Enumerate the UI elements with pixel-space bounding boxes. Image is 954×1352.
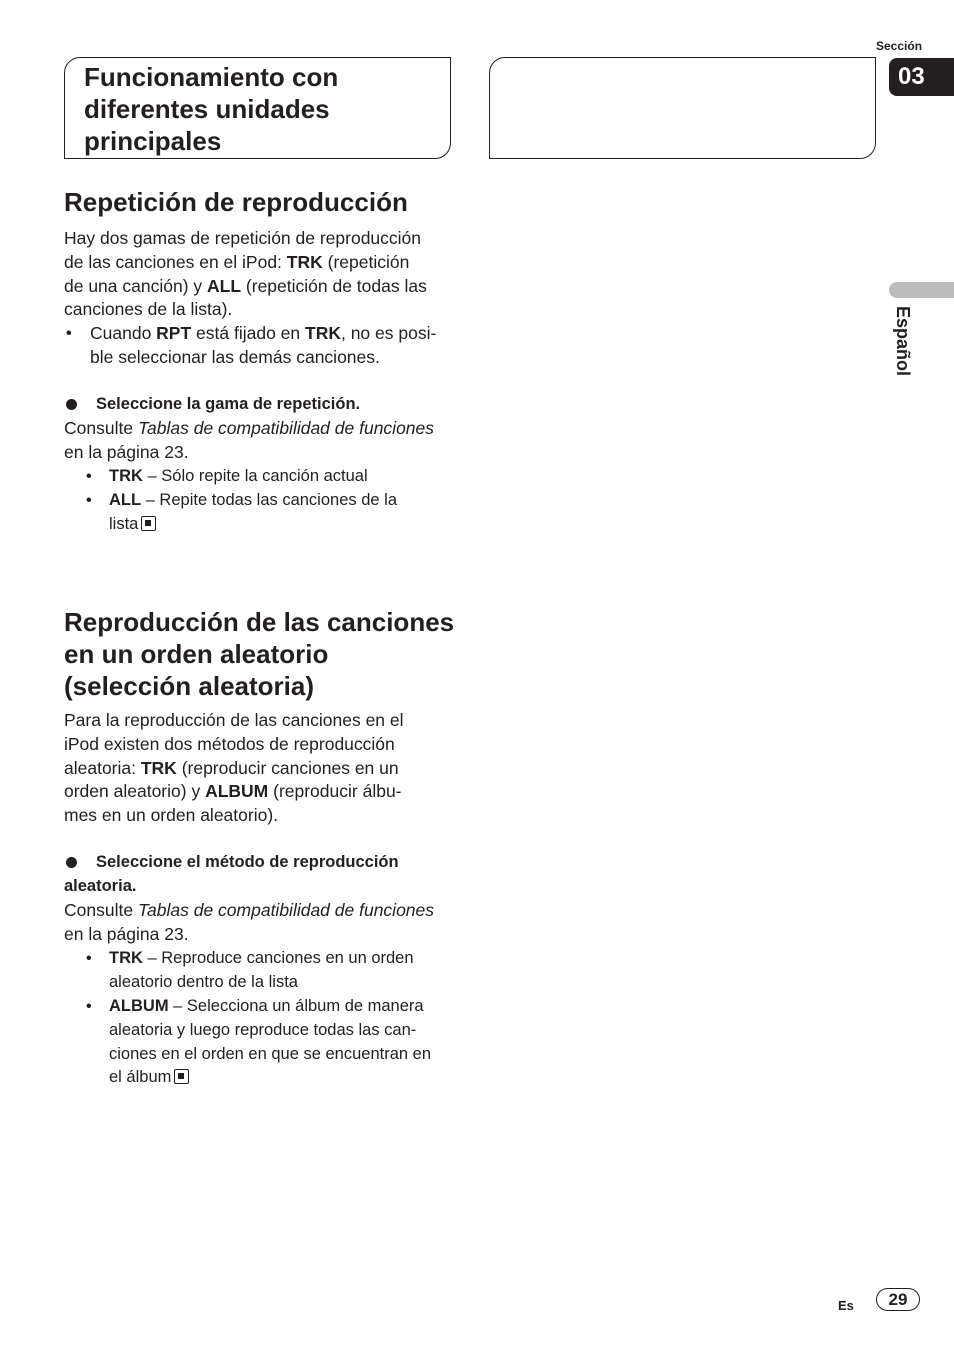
empty-header-box	[489, 57, 876, 159]
text-line: iPod existen dos métodos de reproducción	[64, 733, 395, 754]
text-line: Hay dos gamas de repetición de reproducción	[64, 228, 422, 248]
text-line: lista	[109, 513, 397, 537]
text-line: Consulte Tablas de compatibilidad de funciones	[64, 418, 435, 438]
bullet-icon: •	[86, 950, 92, 967]
text-line: Cuando RPT está fijado en TRK, no es posi-	[90, 323, 437, 343]
random-consult	[64, 899, 454, 947]
text-line: aleatoria: TRK (reproducir canciones en un	[64, 757, 399, 778]
language-code: Es	[838, 1298, 854, 1313]
bullet-icon: •	[86, 998, 92, 1015]
bullet-icon: •	[86, 468, 92, 485]
heading-line: Reproducción de las canciones	[64, 607, 455, 637]
chapter-title-line: principales	[84, 126, 222, 156]
text-line: Para la reproducción de las canciones en el	[64, 710, 404, 730]
text-line: ALBUM – Selecciona un álbum de manera	[109, 997, 424, 1015]
text-line: de las canciones en el iPod: TRK (repetición	[64, 251, 410, 272]
chapter-title-line: Funcionamiento con	[84, 62, 339, 92]
end-mark-icon	[141, 516, 156, 531]
text-line: el álbum	[109, 1066, 431, 1090]
chapter-title	[84, 61, 440, 157]
random-option-album	[109, 995, 431, 1090]
text-line: ble seleccionar las demás canciones.	[90, 346, 380, 367]
heading-line: (selección aleatoria)	[64, 671, 314, 701]
page-number: 29	[876, 1288, 920, 1311]
section-number-tab: 03	[889, 58, 954, 96]
random-intro	[64, 709, 454, 828]
random-option-trk	[109, 947, 414, 995]
text-line: en la página 23.	[64, 441, 189, 462]
end-mark-icon	[174, 1069, 189, 1084]
bullet-icon: •	[66, 325, 72, 342]
text-line: aleatorio dentro de la lista	[109, 972, 298, 991]
heading-line: en un orden aleatorio	[64, 639, 329, 669]
random-heading	[64, 606, 464, 702]
step-bullet-icon	[66, 399, 77, 410]
section-label: Sección	[876, 39, 923, 53]
text-line: Consulte Tablas de compatibilidad de funciones	[64, 900, 435, 920]
text-line: de una canción) y ALL (repetición de todas las	[64, 275, 427, 296]
repeat-consult	[64, 417, 454, 465]
text-line: canciones de la lista).	[64, 299, 233, 320]
text-line: Seleccione el método de reproducción	[96, 853, 399, 871]
bullet-icon: •	[86, 492, 92, 509]
repeat-note	[90, 322, 450, 370]
repeat-step: Seleccione la gama de repetición.	[96, 395, 361, 413]
text-line: TRK – Reproduce canciones en un orden	[109, 949, 414, 967]
chapter-title-line: diferentes unidades	[84, 94, 330, 124]
language-label: Español	[893, 306, 913, 377]
repeat-heading: Repetición de reproducción	[64, 187, 408, 217]
text-line: ciones en el orden en que se encuentran en	[109, 1044, 431, 1063]
random-step	[64, 851, 454, 899]
text-line: orden aleatorio) y ALBUM (reproducir álbu-	[64, 781, 402, 802]
language-tab-bar	[889, 282, 954, 298]
repeat-intro	[64, 227, 454, 322]
repeat-option-trk: TRK – Sólo repite la canción actual	[109, 467, 368, 485]
text-line: ALL – Repite todas las canciones de la	[109, 491, 397, 509]
text-line: aleatoria y luego reproduce todas las can-	[109, 1020, 417, 1039]
text-line: en la página 23.	[64, 923, 189, 944]
text-line: aleatoria.	[64, 876, 137, 895]
chapter-title-box	[64, 57, 451, 159]
repeat-option-all	[109, 489, 397, 537]
text-line: mes en un orden aleatorio).	[64, 805, 279, 826]
